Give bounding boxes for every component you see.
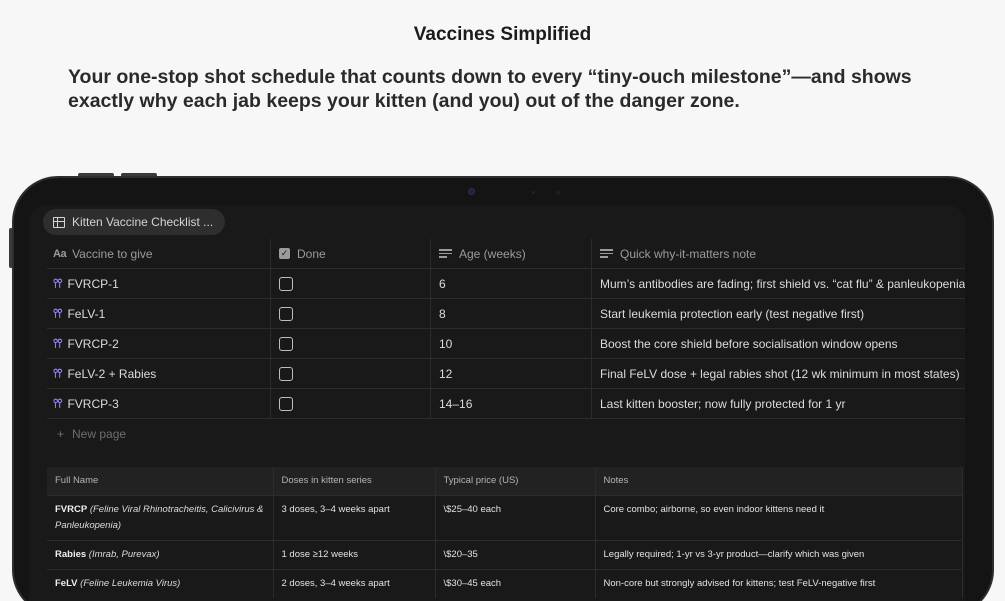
view-tab-label: Kitten Vaccine Checklist ... bbox=[72, 215, 214, 229]
age-weeks[interactable]: 10 bbox=[439, 336, 453, 351]
price-cell: \$30–45 each bbox=[435, 569, 595, 598]
database-header bbox=[47, 239, 965, 269]
why-note[interactable]: Mum’s antibodies are fading; first shield vs. “cat flu” & panleukopenia bbox=[600, 276, 965, 291]
header-doses: Doses in kitten series bbox=[273, 467, 435, 495]
column-header-vaccine[interactable] bbox=[47, 239, 271, 268]
text-lines-icon bbox=[600, 249, 613, 258]
column-header-done[interactable] bbox=[271, 239, 431, 268]
table-row[interactable] bbox=[47, 389, 965, 419]
doses-cell: 1 dose ≥12 weeks bbox=[273, 540, 435, 569]
table-row[interactable] bbox=[47, 299, 965, 329]
tablet-screen bbox=[29, 205, 965, 601]
syringe-icon: ⫯⫯ bbox=[53, 396, 62, 410]
syringe-icon: ⫯⫯ bbox=[53, 306, 62, 320]
vaccine-detail: (Imrab, Purevax) bbox=[88, 548, 160, 560]
why-note[interactable]: Boost the core shield before socialisation window opens bbox=[600, 336, 898, 351]
vaccine-name[interactable]: FeLV-1 bbox=[67, 306, 106, 321]
table-row bbox=[47, 569, 963, 598]
database-view-tab[interactable] bbox=[43, 209, 225, 235]
vaccine-database bbox=[47, 239, 965, 449]
column-label: Quick why-it-matters note bbox=[620, 246, 757, 261]
vaccine-name[interactable]: FVRCP-2 bbox=[67, 336, 119, 351]
why-note[interactable]: Last kitten booster; now fully protected for 1 yr bbox=[600, 396, 846, 411]
table-row bbox=[47, 495, 963, 540]
column-header-note[interactable] bbox=[592, 239, 965, 268]
done-checkbox[interactable] bbox=[279, 367, 293, 381]
syringe-icon: ⫯⫯ bbox=[53, 336, 62, 350]
header-full-name: Full Name bbox=[47, 467, 273, 495]
new-page-label: New page bbox=[72, 427, 127, 441]
notes-header-row bbox=[47, 467, 963, 495]
vaccine-name[interactable]: FeLV-2 + Rabies bbox=[67, 366, 157, 381]
vaccine-name[interactable]: FVRCP-3 bbox=[67, 396, 119, 411]
camera-icon bbox=[468, 188, 475, 195]
price-cell: \$25–40 each bbox=[435, 495, 595, 540]
done-checkbox[interactable] bbox=[279, 307, 293, 321]
vaccine-name[interactable]: FVRCP-1 bbox=[67, 276, 119, 291]
syringe-icon: ⫯⫯ bbox=[53, 276, 62, 290]
table-row[interactable] bbox=[47, 329, 965, 359]
vaccine-detail: (Feline Leukemia Virus) bbox=[80, 577, 181, 589]
header-notes: Notes bbox=[595, 467, 963, 495]
vaccine-full-name: Rabies bbox=[55, 548, 87, 560]
vaccine-full-name: FeLV bbox=[55, 577, 78, 589]
price-cell: \$20–35 bbox=[435, 540, 595, 569]
doses-cell: 2 doses, 3–4 weeks apart bbox=[273, 569, 435, 598]
age-weeks[interactable]: 8 bbox=[439, 306, 446, 321]
plus-icon: + bbox=[57, 427, 65, 441]
syringe-icon: ⫯⫯ bbox=[53, 366, 62, 380]
done-checkbox[interactable] bbox=[279, 397, 293, 411]
vaccine-detail: (Feline Viral Rhinotracheitis, Calicivirus & Panleukopenia) bbox=[55, 503, 264, 531]
table-row[interactable] bbox=[47, 269, 965, 299]
done-checkbox[interactable] bbox=[279, 337, 293, 351]
header-price: Typical price (US) bbox=[435, 467, 595, 495]
table-row bbox=[47, 540, 963, 569]
column-label: Vaccine to give bbox=[72, 246, 153, 261]
vaccine-full-name: FVRCP bbox=[55, 503, 88, 515]
notes-cell: Core combo; airborne, so even indoor kittens need it bbox=[595, 495, 963, 540]
doses-cell: 3 doses, 3–4 weeks apart bbox=[273, 495, 435, 540]
notes-cell: Legally required; 1-yr vs 3-yr product—clarify which was given bbox=[595, 540, 963, 569]
notes-cell: Non-core but strongly advised for kittens; test FeLV-negative first bbox=[595, 569, 963, 598]
age-weeks[interactable]: 12 bbox=[439, 366, 453, 381]
column-label: Done bbox=[297, 246, 326, 261]
why-note[interactable]: Start leukemia protection early (test negative first) bbox=[600, 306, 865, 321]
age-weeks[interactable]: 14–16 bbox=[439, 396, 473, 411]
vaccine-notes-table bbox=[47, 467, 963, 598]
table-icon bbox=[53, 217, 65, 228]
table-row[interactable] bbox=[47, 359, 965, 389]
text-lines-icon bbox=[439, 249, 452, 258]
why-note[interactable]: Final FeLV dose + legal rabies shot (12 wk minimum in most states) bbox=[600, 366, 960, 381]
text-property-icon: Aa bbox=[53, 247, 67, 260]
column-label: Age (weeks) bbox=[459, 246, 526, 261]
column-header-age[interactable] bbox=[431, 239, 592, 268]
done-checkbox[interactable] bbox=[279, 277, 293, 291]
checkbox-property-icon: ✓ bbox=[280, 248, 289, 258]
page-subtitle: Your one-stop shot schedule that counts down to every “tiny-ouch milestone”—and shows exactly why each jab keeps your kitten (and you) out of the danger zone. bbox=[68, 66, 912, 112]
age-weeks[interactable]: 6 bbox=[439, 276, 446, 291]
page-headline: Vaccines Simplified bbox=[413, 24, 592, 45]
sensor-dot bbox=[532, 191, 535, 194]
new-page-button[interactable] bbox=[47, 419, 965, 449]
sensor-dot bbox=[556, 190, 561, 195]
